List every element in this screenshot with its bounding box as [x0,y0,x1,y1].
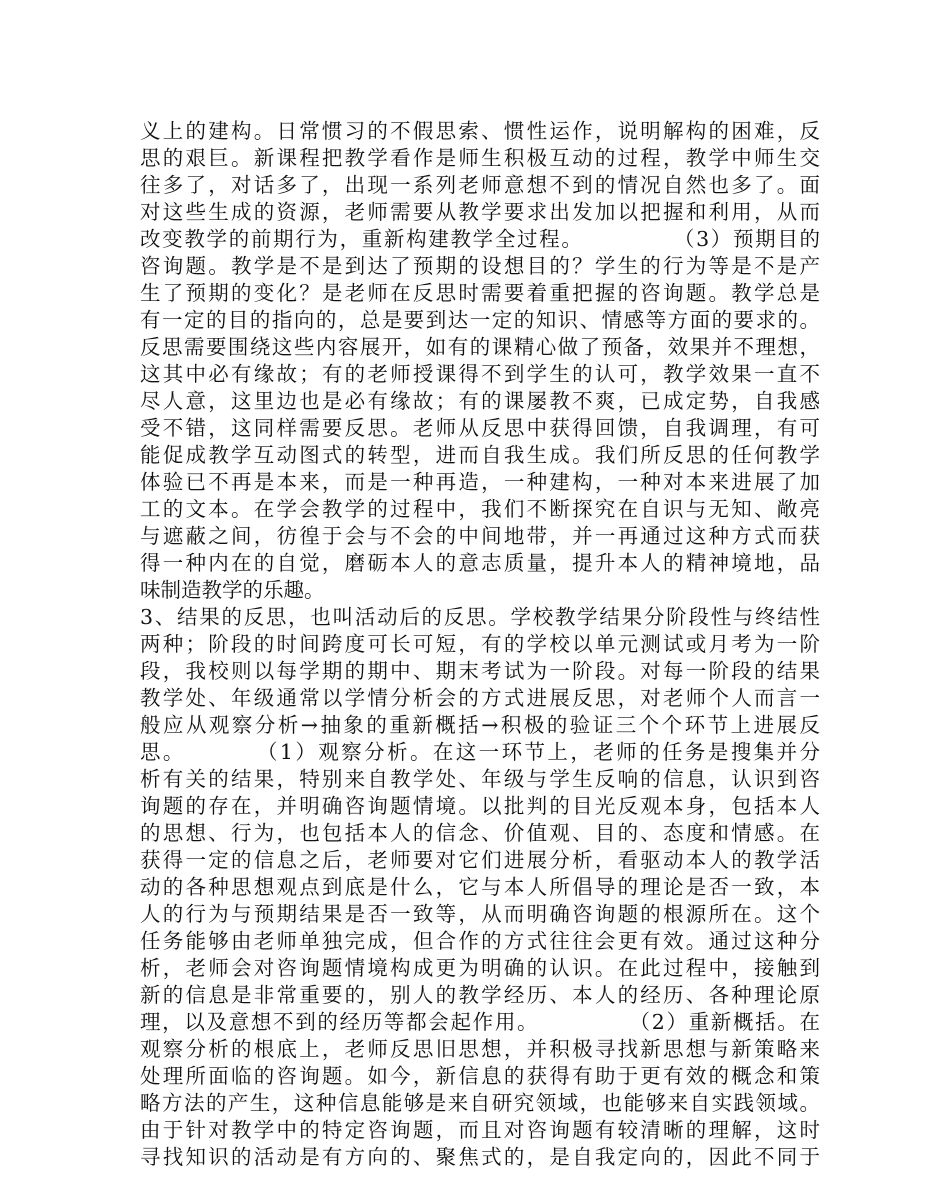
text-line: 析，老师会对咨询题情境构成更为明确的认识。在此过程中，接触到 [140,956,820,980]
text-line: 人的行为与预期结果是否一致等，从而明确咨询题的根源所在。这个 [140,902,820,926]
text-line: 般应从观察分析→抽象的重新概括→积极的验证三个个环节上进展反 [140,713,820,737]
text-line: 段，我校则以每学期的期中、期末考试为一阶段。对每一阶段的结果 [140,659,820,683]
text-line: 教学处、年级通常以学情分析会的方式进展反思，对老师个人而言一 [140,686,820,710]
text-line: 3、结果的反思，也叫活动后的反思。学校教学结果分阶段性与终结性 [140,605,820,629]
text-line: 义上的建构。日常惯习的不假思索、惯性运作，说明解构的困难，反 [140,119,820,143]
text-line: 处理所面临的咨询题。如今，新信息的获得有助于更有效的概念和策 [140,1064,820,1088]
text-line: 有一定的目的指向的，总是要到达一定的知识、情感等方面的要求的。 [140,308,820,332]
text-line: 的思想、行为，也包括本人的信念、价值观、目的、态度和情感。在 [140,821,820,845]
text-line: 能促成教学互动图式的转型，进而自我生成。我们所反思的任何教学 [140,443,820,467]
text-line: 工的文本。在学会教学的过程中，我们不断探究在自识与无知、敞亮 [140,497,820,521]
text-line: 动的各种思想观点到底是什么，它与本人所倡导的理论是否一致，本 [140,875,820,899]
text-line: 味制造教学的乐趣。 [140,578,325,602]
text-line: 观察分析的根底上，老师反思旧思想，并积极寻找新思想与新策略来 [140,1037,820,1061]
body-text [140,118,820,1171]
text-line: 询题的存在，并明确咨询题情境。以批判的目光反观本身，包括本人 [140,794,820,818]
text-line: 这其中必有缘故；有的老师授课得不到学生的认可，教学效果一直不 [140,362,820,386]
text-line: 任务能够由老师单独完成，但合作的方式往往会更有效。通过这种分 [140,929,820,953]
text-line: 尽人意，这里边也是必有缘故；有的课屡教不爽，已成定势，自我感 [140,389,820,413]
text-line: 与遮蔽之间，彷徨于会与不会的中间地带，并一再通过这种方式而获 [140,524,820,548]
text-line: 析有关的结果，特别来自教学处、年级与学生反响的信息，认识到咨 [140,767,820,791]
text-line: 往多了，对话多了，出现一系列老师意想不到的情况自然也多了。面 [140,173,820,197]
text-line: 寻找知识的活动是有方向的、聚焦式的，是自我定向的，因此不同于 [140,1145,820,1169]
text-line: 思的艰巨。新课程把教学看作是师生积极互动的过程，教学中师生交 [140,146,820,170]
text-line: 新的信息是非常重要的，别人的教学经历、本人的经历、各种理论原 [140,983,820,1007]
text-line: 两种；阶段的时间跨度可长可短，有的学校以单元测试或月考为一阶 [140,632,820,656]
text-line: 得一种内在的自觉，磨砺本人的意志质量，提升本人的精神境地，品 [140,551,820,575]
text-line: 略方法的产生，这种信息能够是来自研究领域，也能够来自实践领域。 [140,1091,820,1115]
text-line: 改变教学的前期行为，重新构建教学全过程。 （3）预期目的 [140,227,820,251]
text-line: 反思需要围绕这些内容展开，如有的课精心做了预备，效果并不理想， [140,335,820,359]
text-line: 受不错，这同样需要反思。老师从反思中获得回馈，自我调理，有可 [140,416,820,440]
text-line: 生了预期的变化？是老师在反思时需要着重把握的咨询题。教学总是 [140,281,820,305]
text-line: 由于针对教学中的特定咨询题，而且对咨询题有较清晰的理解，这时 [140,1118,820,1142]
text-line: 对这些生成的资源，老师需要从教学要求出发加以把握和利用，从而 [140,200,820,224]
text-line: 理，以及意想不到的经历等都会起作用。 （2）重新概括。在 [140,1010,820,1034]
text-line: 咨询题。教学是不是到达了预期的设想目的？学生的行为等是不是产 [140,254,820,278]
text-line: 思。 （1）观察分析。在这一环节上，老师的任务是搜集并分 [140,740,820,764]
text-line: 获得一定的信息之后，老师要对它们进展分析，看驱动本人的教学活 [140,848,820,872]
text-line: 体验已不再是本来，而是一种再造，一种建构，一种对本来进展了加 [140,470,820,494]
